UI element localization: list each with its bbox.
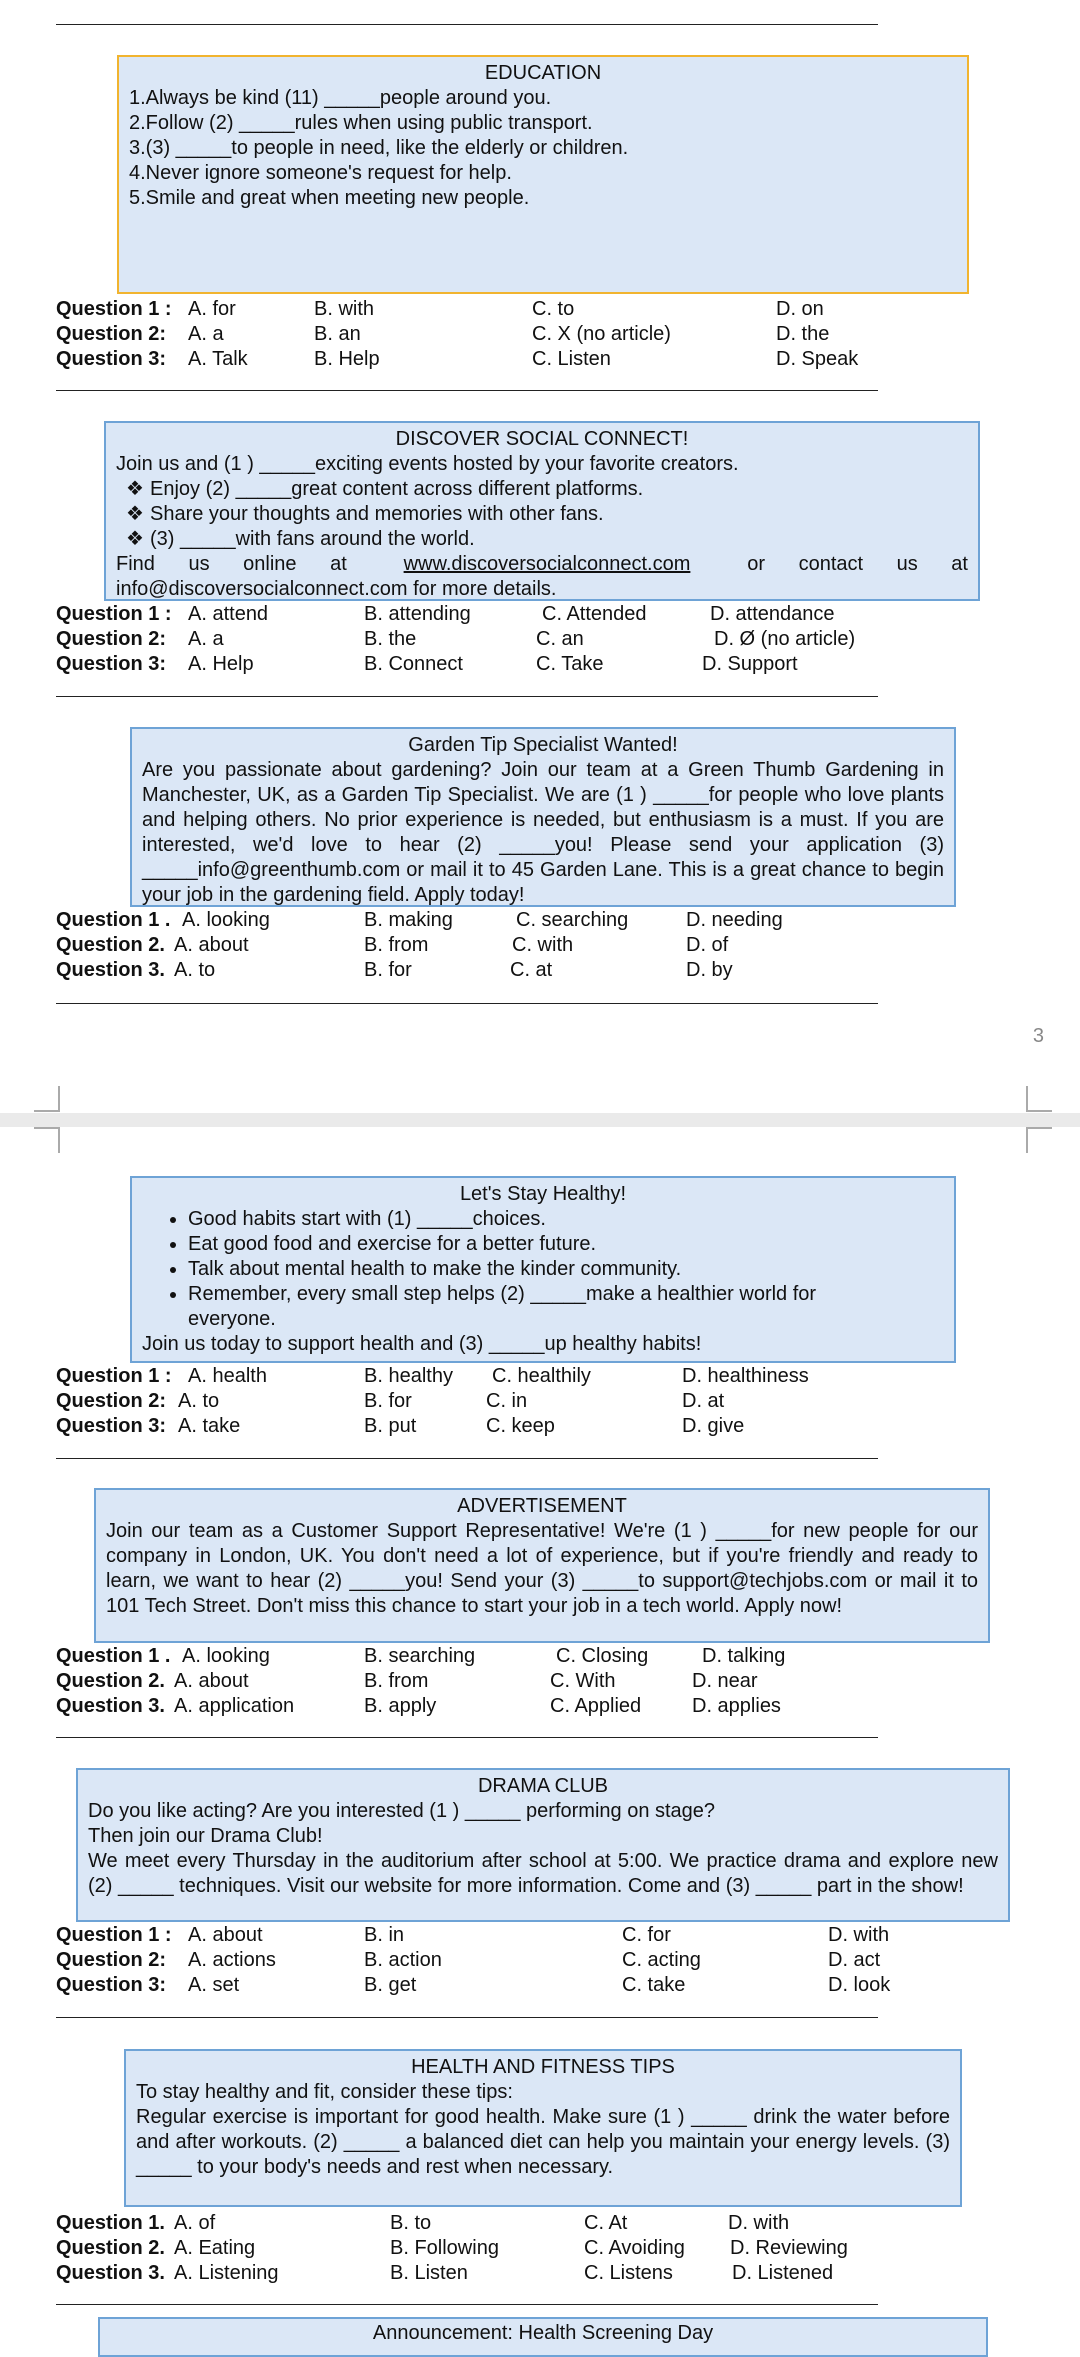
- option-d: D. needing: [686, 909, 783, 931]
- advertisement-title: ADVERTISEMENT: [457, 1495, 627, 1517]
- option-b: B. attending: [364, 603, 471, 625]
- option-a: A. application: [174, 1695, 295, 1717]
- drama-body: We meet every Thursday in the auditorium after school at 5:00. We practice drama and explore new (2) _____ techniques. Visit our website for more information. Come and (3) _____ part in the show!: [88, 1850, 998, 1897]
- option-d: D. with: [728, 2212, 790, 2234]
- question-label: Question 1 :: [56, 1924, 172, 1946]
- education-line-3: 3.(3) _____to people in need, like the elderly or children.: [129, 137, 629, 159]
- option-b: B. for: [364, 959, 412, 981]
- fitness-question-2: [56, 2236, 1016, 2261]
- option-d: D. look: [828, 1974, 891, 1996]
- education-line-1: 1.Always be kind (11) _____people around you.: [129, 87, 552, 109]
- option-a: A. Talk: [188, 348, 248, 370]
- question-label: Question 1 :: [56, 1365, 172, 1387]
- option-c: C. Closing: [556, 1645, 649, 1667]
- advert-question-1: [56, 1644, 1016, 1669]
- option-d: D. with: [828, 1924, 890, 1946]
- divider: [56, 390, 878, 391]
- option-b: B. the: [364, 628, 417, 650]
- page-corner-marker: [1026, 1127, 1052, 1153]
- option-d: D. talking: [702, 1645, 786, 1667]
- option-d: D. near: [692, 1670, 758, 1692]
- drama-question-2: [56, 1948, 1016, 1973]
- social-bullet-2: ❖ Share your thoughts and memories with other fans.: [116, 502, 968, 527]
- question-label: Question 1 :: [56, 298, 172, 320]
- healthy-bullet: • Eat good food and exercise for a better future.: [188, 1232, 944, 1257]
- document-page-1: [0, 0, 1080, 1100]
- divider: [56, 2304, 878, 2305]
- option-b: B. apply: [364, 1695, 437, 1717]
- option-a: A. a: [188, 323, 224, 345]
- option-a: A. looking: [182, 1645, 270, 1667]
- option-c: C. Avoiding: [584, 2237, 685, 2259]
- option-b: B. Connect: [364, 653, 463, 675]
- health-screening-box: [98, 2317, 988, 2357]
- question-label: Question 2:: [56, 628, 167, 650]
- question-label: Question 1 .: [56, 1645, 171, 1667]
- option-c: C. to: [532, 298, 575, 320]
- question-label: Question 3:: [56, 1974, 167, 1996]
- healthy-question-1: [56, 1364, 1016, 1389]
- fitness-tips-box: [124, 2049, 962, 2207]
- option-d: D. applies: [692, 1695, 781, 1717]
- social-question-3: [56, 652, 1016, 677]
- option-a: A. Help: [188, 653, 254, 675]
- diamond-bullet-icon: ❖: [126, 528, 144, 550]
- advertisement-box: [94, 1488, 990, 1643]
- fitness-line-1: To stay healthy and fit, consider these tips:: [136, 2081, 513, 2103]
- social-title: DISCOVER SOCIAL CONNECT!: [395, 428, 689, 450]
- option-d: D. Listened: [732, 2262, 834, 2284]
- option-d: D. attendance: [710, 603, 835, 625]
- question-label: Question 3:: [56, 348, 167, 370]
- divider: [56, 696, 878, 697]
- drama-club-box: [76, 1768, 1010, 1922]
- social-question-1: [56, 602, 1016, 627]
- social-question-2: [56, 627, 1016, 652]
- healthy-question-3: [56, 1414, 1016, 1439]
- divider-top: [56, 24, 878, 25]
- garden-question-2: [56, 933, 1016, 958]
- divider: [56, 1458, 878, 1459]
- healthy-bullet: • Good habits start with (1) _____choices.: [188, 1207, 944, 1232]
- option-d: D. of: [686, 934, 729, 956]
- option-d: D. give: [682, 1415, 745, 1437]
- option-c: C. searching: [516, 909, 629, 931]
- health-screening-title: Announcement: Health Screening Day: [372, 2322, 714, 2344]
- question-label: Question 2.: [56, 934, 165, 956]
- option-b: B. for: [364, 1390, 412, 1412]
- fitness-question-3: [56, 2261, 1016, 2286]
- fitness-title: HEALTH AND FITNESS TIPS: [411, 2056, 675, 2078]
- option-b: B. Help: [314, 348, 380, 370]
- option-b: B. Following: [390, 2237, 499, 2259]
- option-a: A. set: [188, 1974, 240, 1996]
- social-intro: Join us and (1 ) _____exciting events hosted by your favorite creators.: [116, 453, 739, 475]
- fitness-body: Regular exercise is important for good health. Make sure (1 ) _____ drink the water before and after workouts. (2) _____ a balanced diet can help you maintain your energy levels. (3) _____ to your body's needs and rest when necessary.: [136, 2106, 950, 2178]
- social-connect-box: [104, 421, 980, 601]
- question-label: Question 1 :: [56, 603, 172, 625]
- option-c: C. with: [512, 934, 574, 956]
- option-a: A. about: [174, 934, 249, 956]
- question-label: Question 3:: [56, 653, 167, 675]
- option-a: A. a: [188, 628, 224, 650]
- drama-question-3: [56, 1973, 1016, 1998]
- option-d: D. by: [686, 959, 733, 981]
- education-question-2: [56, 322, 1016, 347]
- advert-question-3: [56, 1694, 1016, 1719]
- education-line-5: 5.Smile and great when meeting new people.: [129, 187, 530, 209]
- option-b: B. get: [364, 1974, 417, 1996]
- page-corner-marker: [1026, 1086, 1052, 1112]
- option-a: A. for: [188, 298, 236, 320]
- question-label: Question 3.: [56, 1695, 165, 1717]
- drama-question-1: [56, 1923, 1016, 1948]
- option-c: C. acting: [622, 1949, 701, 1971]
- option-c: C. an: [536, 628, 584, 650]
- option-a: A. about: [174, 1670, 249, 1692]
- option-c: C. Take: [536, 653, 604, 675]
- option-c: C. keep: [486, 1415, 555, 1437]
- question-label: Question 1 .: [56, 909, 171, 931]
- option-c: C. Attended: [542, 603, 647, 625]
- option-d: D. Ø (no article): [714, 628, 856, 650]
- option-b: B. to: [390, 2212, 432, 2234]
- question-label: Question 2.: [56, 2237, 165, 2259]
- option-d: D. Reviewing: [730, 2237, 848, 2259]
- option-c: C. at: [510, 959, 553, 981]
- option-a: A. actions: [188, 1949, 276, 1971]
- option-c: C. healthily: [492, 1365, 591, 1387]
- option-c: C. Listen: [532, 348, 611, 370]
- fitness-question-1: [56, 2211, 1016, 2236]
- option-b: B. Listen: [390, 2262, 468, 2284]
- option-a: A. to: [174, 959, 216, 981]
- education-line-4: 4.Never ignore someone's request for help.: [129, 162, 512, 184]
- garden-title: Garden Tip Specialist Wanted!: [408, 734, 678, 756]
- healthy-bullet: • Remember, every small step helps (2) _____make a healthier world for everyone.: [188, 1282, 944, 1332]
- option-a: A. attend: [188, 603, 269, 625]
- education-line-2: 2.Follow (2) _____rules when using public transport.: [129, 112, 593, 134]
- diamond-bullet-icon: ❖: [126, 503, 144, 525]
- question-label: Question 2:: [56, 1390, 167, 1412]
- healthy-closing: Join us today to support health and (3) _____up healthy habits!: [142, 1333, 702, 1355]
- drama-line-2: Then join our Drama Club!: [88, 1825, 323, 1847]
- option-d: D. act: [828, 1949, 881, 1971]
- healthy-title: Let's Stay Healthy!: [459, 1183, 627, 1205]
- option-a: A. to: [178, 1390, 220, 1412]
- diamond-bullet-icon: ❖: [126, 478, 144, 500]
- option-d: D. on: [776, 298, 824, 320]
- page-corner-marker: [34, 1086, 60, 1112]
- option-d: D. healthiness: [682, 1365, 809, 1387]
- option-c: C. take: [622, 1974, 686, 1996]
- option-c: C. At: [584, 2212, 628, 2234]
- page-gap: [0, 1113, 1080, 1127]
- option-b: B. with: [314, 298, 375, 320]
- drama-line-1: Do you like acting? Are you interested (1 ) _____ performing on stage?: [88, 1800, 716, 1822]
- page-corner-marker: [34, 1127, 60, 1153]
- education-title: EDUCATION: [484, 62, 602, 84]
- option-c: C. With: [550, 1670, 616, 1692]
- option-b: B. an: [314, 323, 361, 345]
- option-d: D. Speak: [776, 348, 859, 370]
- question-label: Question 3:: [56, 1415, 167, 1437]
- healthy-box: [130, 1176, 956, 1363]
- option-b: B. searching: [364, 1645, 476, 1667]
- education-question-3: [56, 347, 1016, 372]
- divider: [56, 1737, 878, 1738]
- question-label: Question 3.: [56, 2262, 165, 2284]
- option-b: B. from: [364, 1670, 429, 1692]
- page-number: 3: [1032, 1025, 1044, 1047]
- website-link[interactable]: www.discoversocialconnect.com: [403, 553, 691, 575]
- education-notice-box: [117, 55, 969, 294]
- advert-question-2: [56, 1669, 1016, 1694]
- option-a: A. health: [188, 1365, 267, 1387]
- option-a: A. Eating: [174, 2237, 256, 2259]
- option-c: C. Applied: [550, 1695, 642, 1717]
- divider: [56, 2017, 878, 2018]
- option-b: B. making: [364, 909, 453, 931]
- option-b: B. in: [364, 1924, 405, 1946]
- option-a: A. take: [178, 1415, 241, 1437]
- question-label: Question 1.: [56, 2212, 165, 2234]
- option-d: D. the: [776, 323, 830, 345]
- garden-question-3: [56, 958, 1016, 983]
- question-label: Question 3.: [56, 959, 165, 981]
- option-a: A. of: [174, 2212, 216, 2234]
- question-label: Question 2:: [56, 323, 167, 345]
- healthy-bullet: • Talk about mental health to make the kinder community.: [188, 1257, 944, 1282]
- option-d: D. Support: [702, 653, 798, 675]
- healthy-question-2: [56, 1389, 1016, 1414]
- social-bullet-3: ❖ (3) _____with fans around the world.: [116, 527, 968, 552]
- question-label: Question 2:: [56, 1949, 167, 1971]
- social-bullet-1: ❖ Enjoy (2) _____great content across different platforms.: [116, 477, 968, 502]
- garden-body: Are you passionate about gardening? Join our team at a Green Thumb Gardening in Manchester, UK, as a Garden Tip Specialist. We are (1 ) _____for people who love plants and helping others. No prior experience is needed, but enthusiasm is a must. If you are interested, we'd love to hear (2) _____you! Please send your application (3) _____info@greenthumb.com or mail it to 45 Garden Lane. This is a great chance to begin your job in the gardening field. Apply today!: [142, 759, 944, 906]
- option-b: B. action: [364, 1949, 442, 1971]
- option-c: C. Listens: [584, 2262, 673, 2284]
- advertisement-body: Join our team as a Customer Support Representative! We're (1 ) _____for new people for our company in London, UK. You don't need a lot of experience, but if you're friendly and ready to learn, we want to hear (2) _____you! Send your (3) _____to support@techjobs.com or mail it to 101 Tech Street. Don't miss this chance to start your job in a tech world. Apply now!: [106, 1520, 978, 1617]
- option-b: B. from: [364, 934, 429, 956]
- option-a: A. looking: [182, 909, 270, 931]
- option-d: D. at: [682, 1390, 725, 1412]
- option-a: A. Listening: [174, 2262, 279, 2284]
- education-question-1: [56, 297, 1016, 322]
- social-email-line: info@discoversocialconnect.com for more details.: [116, 578, 557, 600]
- option-c: C. for: [622, 1924, 671, 1946]
- option-c: C. X (no article): [532, 323, 671, 345]
- divider: [56, 1003, 878, 1004]
- document-page-2: [0, 1127, 1080, 2344]
- garden-job-box: [130, 727, 956, 907]
- social-find-line: Find us online at www.discoversocialconnect.com or contact us at: [116, 553, 968, 575]
- option-c: C. in: [486, 1390, 528, 1412]
- question-label: Question 2.: [56, 1670, 165, 1692]
- option-a: A. about: [188, 1924, 263, 1946]
- healthy-bullet-list: [142, 1207, 944, 1332]
- drama-title: DRAMA CLUB: [477, 1775, 609, 1797]
- garden-question-1: [56, 908, 1016, 933]
- option-b: B. put: [364, 1415, 417, 1437]
- option-b: B. healthy: [364, 1365, 453, 1387]
